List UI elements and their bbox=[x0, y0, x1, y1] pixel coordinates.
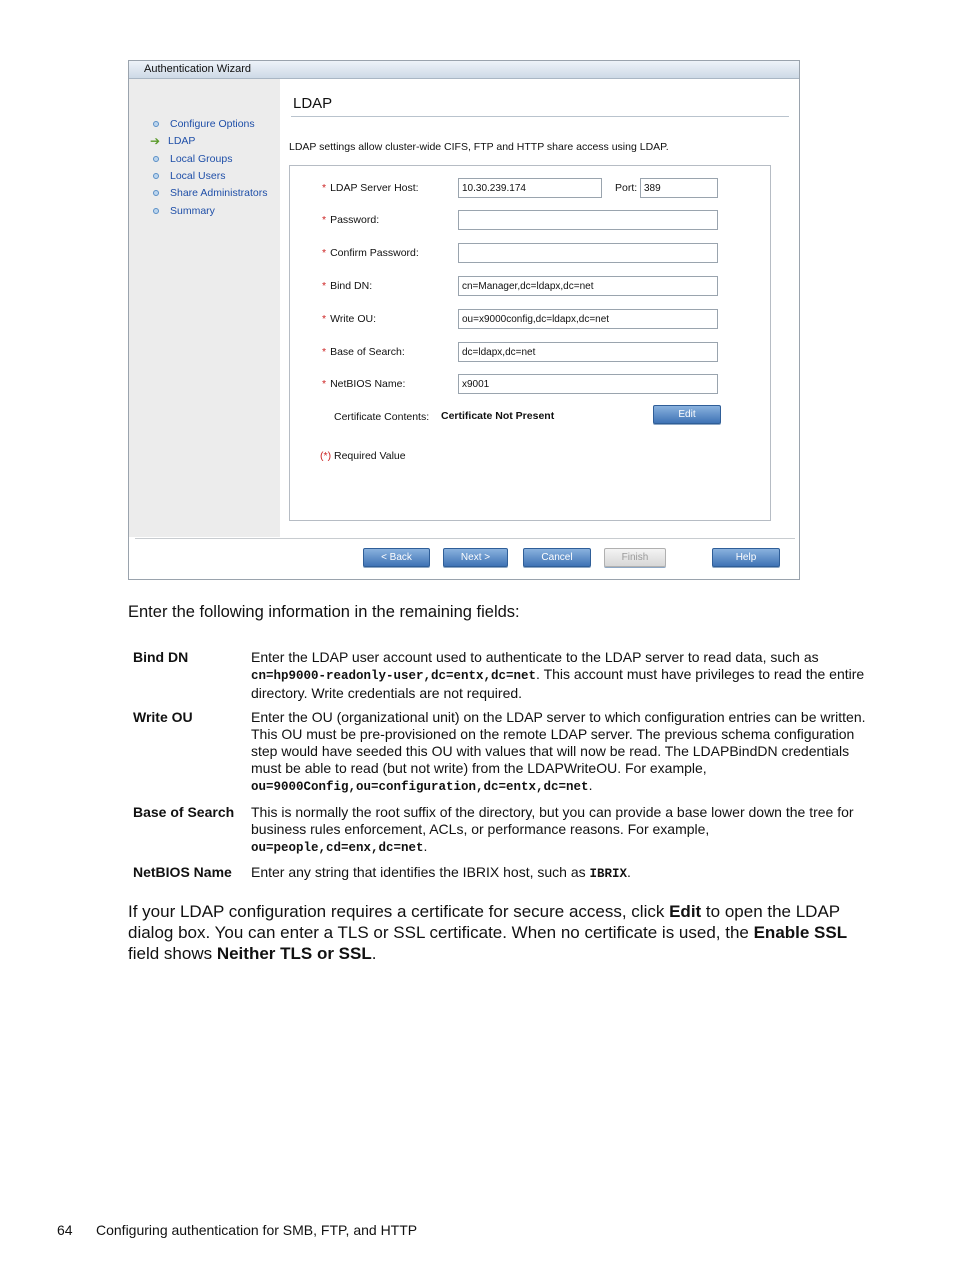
nav-item-local-users[interactable] bbox=[153, 168, 225, 184]
bind-dn-label bbox=[322, 279, 372, 293]
para-bold: Neither TLS or SSL bbox=[216, 944, 372, 963]
bullet-icon bbox=[153, 173, 159, 179]
label-text: Base of Search: bbox=[330, 346, 405, 358]
nav-item-configure-options[interactable] bbox=[153, 116, 255, 132]
desc-text: . bbox=[423, 838, 428, 854]
term-bind-dn: Bind DN bbox=[133, 649, 189, 665]
desc-netbios bbox=[251, 864, 869, 883]
desc-base-search bbox=[251, 804, 869, 857]
footer-divider bbox=[135, 538, 795, 539]
edit-certificate-button[interactable]: Edit bbox=[653, 405, 721, 424]
password-label bbox=[322, 213, 379, 227]
port-input[interactable] bbox=[640, 178, 718, 198]
label-text: Bind DN: bbox=[330, 280, 373, 292]
write-ou-label bbox=[322, 312, 376, 326]
nav-item-summary[interactable] bbox=[153, 203, 215, 219]
base-search-input[interactable] bbox=[458, 342, 718, 362]
para-bold: Edit bbox=[669, 902, 702, 921]
bullet-icon bbox=[153, 121, 159, 127]
confirm-password-input[interactable] bbox=[458, 243, 718, 263]
bind-dn-input[interactable] bbox=[458, 276, 718, 296]
required-value-note bbox=[320, 449, 406, 463]
panel-title: LDAP bbox=[291, 95, 789, 117]
nav-item-local-groups[interactable] bbox=[153, 151, 232, 167]
closing-paragraph bbox=[128, 901, 848, 964]
back-button[interactable]: < Back bbox=[363, 548, 430, 567]
panel-description: LDAP settings allow cluster-wide CIFS, FTP and HTTP share access using LDAP. bbox=[289, 141, 669, 153]
netbios-input[interactable] bbox=[458, 374, 718, 394]
nav-label: Configure Options bbox=[170, 118, 255, 130]
required-asterisk: * bbox=[322, 346, 327, 358]
server-host-label bbox=[322, 181, 419, 195]
required-asterisk: * bbox=[322, 280, 327, 292]
netbios-label bbox=[322, 377, 405, 391]
required-asterisk: * bbox=[322, 182, 327, 194]
term-write-ou: Write OU bbox=[133, 709, 193, 725]
help-button[interactable]: Help bbox=[712, 548, 780, 567]
para-bold: Enable SSL bbox=[753, 923, 848, 942]
nav-label: Share Administrators bbox=[170, 187, 268, 199]
paren-close: ) bbox=[327, 450, 332, 462]
term-netbios: NetBIOS Name bbox=[133, 864, 232, 880]
base-search-label bbox=[322, 345, 405, 359]
ldap-settings-form bbox=[289, 165, 771, 521]
arrow-right-icon: ➔ bbox=[150, 134, 161, 149]
required-asterisk: * bbox=[323, 450, 328, 462]
required-asterisk: * bbox=[322, 378, 327, 390]
server-host-input[interactable] bbox=[458, 178, 602, 198]
paren-open: ( bbox=[320, 450, 324, 462]
desc-text: . bbox=[627, 864, 631, 880]
certificate-status: Certificate Not Present bbox=[441, 410, 555, 422]
nav-item-ldap[interactable] bbox=[150, 133, 196, 149]
code-sample: ou=9000Config,ou=configuration,dc=entx,dc=net bbox=[251, 780, 589, 794]
code-sample: IBRIX bbox=[589, 867, 628, 881]
bullet-icon bbox=[153, 190, 159, 196]
nav-label: Local Groups bbox=[170, 153, 233, 165]
desc-text: Enter the OU (organizational unit) on the LDAP server to which configuration entries can be written. This OU must be pre-provisioned on the remote LDAP server. The previous schema configuration step would have seeded this OU with values that will now be read. The LDAPBindDN credentials must be able to read (but not write) from the LDAPWriteOU. For example, bbox=[251, 709, 866, 776]
desc-bind-dn bbox=[251, 649, 869, 702]
para-text: field shows bbox=[128, 944, 217, 963]
cancel-button[interactable]: Cancel bbox=[523, 548, 591, 567]
label-text: Write OU: bbox=[330, 313, 376, 325]
code-sample: ou=people,cd=enx,dc=net bbox=[251, 841, 424, 855]
desc-text: Enter the LDAP user account used to authenticate to the LDAP server to read data, such as bbox=[251, 649, 819, 665]
window-title: Authentication Wizard bbox=[129, 61, 799, 79]
bullet-icon bbox=[153, 156, 159, 162]
required-asterisk: * bbox=[322, 313, 327, 325]
port-label: Port: bbox=[615, 182, 638, 194]
code-sample: cn=hp9000-readonly-user,dc=entx,dc=net bbox=[251, 669, 537, 683]
page-number: 64 bbox=[57, 1222, 73, 1238]
required-asterisk: * bbox=[322, 214, 327, 226]
confirm-password-label bbox=[322, 246, 419, 260]
certificate-label: Certificate Contents: bbox=[334, 411, 430, 423]
label-text: NetBIOS Name: bbox=[330, 378, 406, 390]
bullet-icon bbox=[153, 208, 159, 214]
nav-label: Summary bbox=[170, 205, 215, 217]
intro-text: Enter the following information in the remaining fields: bbox=[128, 603, 520, 621]
label-text: Confirm Password: bbox=[330, 247, 419, 259]
desc-write-ou bbox=[251, 709, 869, 796]
desc-text: Enter any string that identifies the IBRIX host, such as bbox=[251, 864, 586, 880]
para-text: . bbox=[371, 944, 377, 963]
finish-button[interactable]: Finish bbox=[604, 548, 666, 567]
nav-label: Local Users bbox=[170, 170, 226, 182]
term-base-search: Base of Search bbox=[133, 804, 235, 820]
label-text: LDAP Server Host: bbox=[330, 182, 419, 194]
next-button[interactable]: Next > bbox=[443, 548, 508, 567]
footer-section-title: Configuring authentication for SMB, FTP, and HTTP bbox=[96, 1222, 418, 1238]
nav-item-share-administrators[interactable] bbox=[153, 185, 267, 201]
required-asterisk: * bbox=[322, 247, 327, 259]
wizard-step-nav bbox=[129, 79, 280, 537]
authentication-wizard-window bbox=[128, 60, 800, 580]
write-ou-input[interactable] bbox=[458, 309, 718, 329]
para-text: to open the LDAP dialog box. You can enter a TLS or SSL certificate. When no certificate is used, the bbox=[128, 902, 840, 942]
desc-text: . This account must have privileges to read the entire directory. Write credentials are not required. bbox=[251, 666, 865, 701]
nav-label: LDAP bbox=[168, 135, 196, 147]
password-input[interactable] bbox=[458, 210, 718, 230]
note-text: Required Value bbox=[331, 450, 406, 462]
desc-text: . bbox=[588, 777, 593, 793]
desc-text: This is normally the root suffix of the directory, but you can provide a base lower down the tree for business rules enforcement, ACLs, or performance reasons. For example, bbox=[251, 804, 854, 837]
para-text: If your LDAP configuration requires a certificate for secure access, click bbox=[128, 902, 670, 921]
label-text: Password: bbox=[330, 214, 380, 226]
